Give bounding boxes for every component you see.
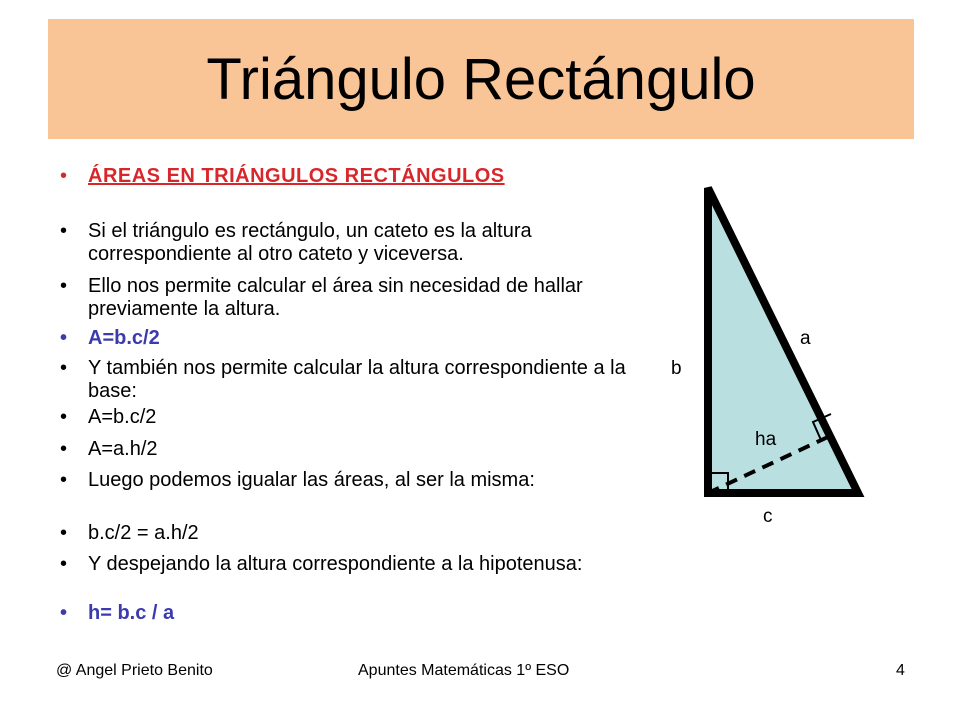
bullet-dot: • xyxy=(60,469,68,491)
bullet-dot: • xyxy=(60,275,68,297)
label-b: b xyxy=(671,358,682,379)
bullet-item xyxy=(56,438,626,461)
label-ha: ha xyxy=(755,429,777,450)
bullet-text: Y también nos permite calcular la altura correspondiente a la base: xyxy=(88,357,626,402)
bullet-text: A=b.c/2 xyxy=(88,327,160,349)
bullet-dot: • xyxy=(60,553,68,575)
bullet-item xyxy=(56,220,626,266)
label-a: a xyxy=(800,328,811,349)
bullet-item xyxy=(56,357,626,403)
bullet-item xyxy=(56,469,626,492)
bullet-text: A=b.c/2 xyxy=(88,406,157,428)
footer-author: @ Angel Prieto Benito xyxy=(56,662,213,679)
bullet-dot: • xyxy=(60,327,68,349)
bullet-dot: • xyxy=(60,220,68,242)
triangle-shape xyxy=(708,188,858,493)
bullet-text: Luego podemos igualar las áreas, al ser la misma: xyxy=(88,469,535,491)
title-bar xyxy=(48,19,914,139)
bullet-dot: • xyxy=(60,357,68,379)
slide-title: Triángulo Rectángulo xyxy=(206,47,756,112)
bullet-dot: • xyxy=(60,602,68,624)
bullet-item xyxy=(56,522,626,545)
bullet-dot: • xyxy=(60,438,68,460)
bullet-dot: • xyxy=(60,406,68,428)
bullet-item xyxy=(56,406,626,429)
footer-page-number: 4 xyxy=(896,662,905,679)
bullet-item xyxy=(56,327,626,350)
bullet-text: Ello nos permite calcular el área sin necesidad de hallar previamente la altura. xyxy=(88,275,583,320)
right-triangle-diagram xyxy=(660,160,880,540)
bullet-item xyxy=(56,602,626,625)
bullet-item xyxy=(56,275,626,321)
label-c: c xyxy=(763,506,773,527)
bullet-text: b.c/2 = a.h/2 xyxy=(88,522,199,544)
bullet-text: h= b.c / a xyxy=(88,602,175,624)
bullet-item xyxy=(56,165,626,188)
bullet-item xyxy=(56,553,626,576)
bullet-dot: • xyxy=(60,165,68,187)
bullet-text: Y despejando la altura correspondiente a la hipotenusa: xyxy=(88,553,583,575)
bullet-dot: • xyxy=(60,522,68,544)
bullet-text: A=a.h/2 xyxy=(88,438,158,460)
bullet-text: ÁREAS EN TRIÁNGULOS RECTÁNGULOS xyxy=(88,165,505,187)
footer-course: Apuntes Matemáticas 1º ESO xyxy=(358,662,570,679)
bullet-text: Si el triángulo es rectángulo, un cateto es la altura correspondiente al otro cateto y viceversa. xyxy=(88,220,532,265)
